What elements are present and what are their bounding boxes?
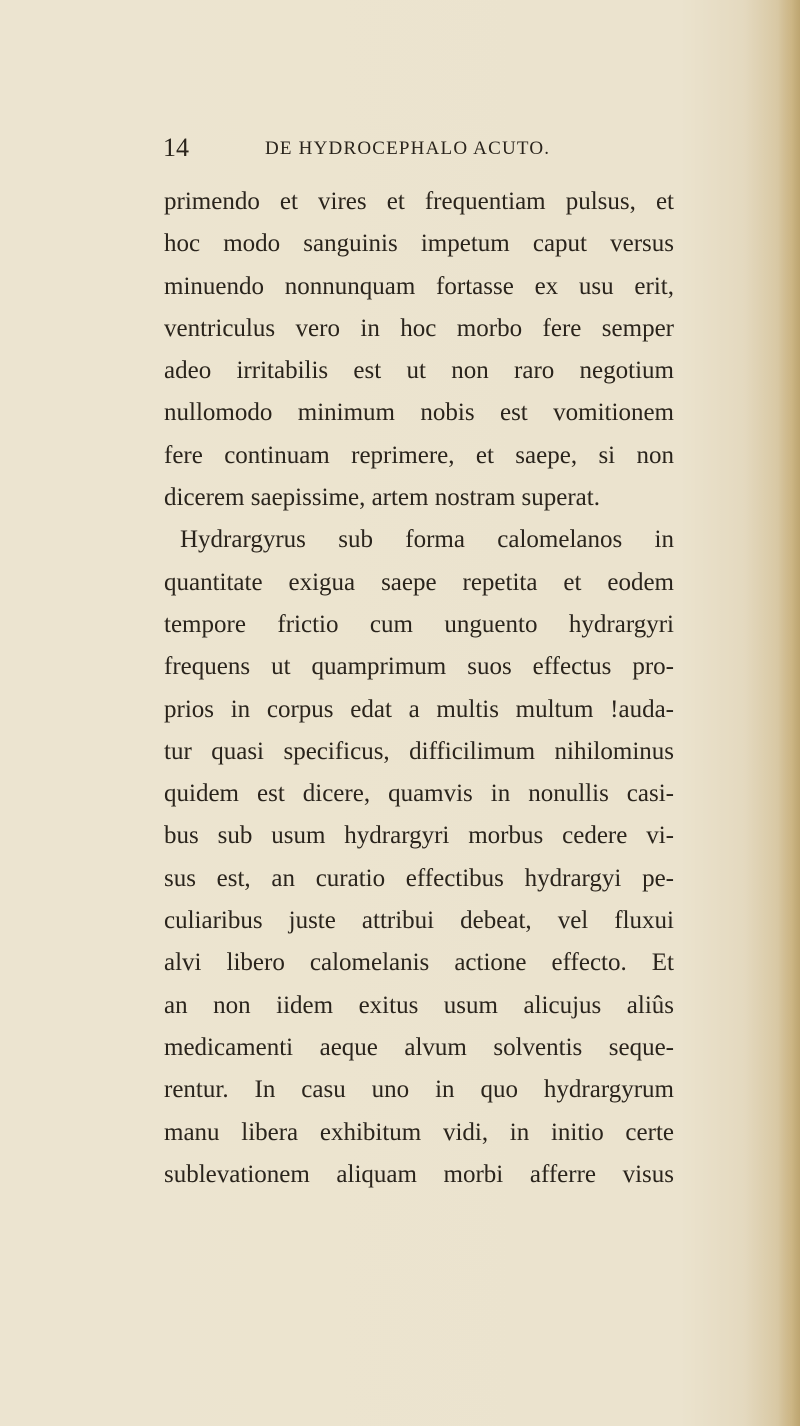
text-line: hoc modo sanguinis impetum caput versus bbox=[164, 230, 674, 258]
body-text bbox=[164, 181, 674, 1196]
text-line: alvi libero calomelanis actione effecto. Et bbox=[164, 949, 674, 977]
text-line: rentur. In casu uno in quo hydrargyrum bbox=[164, 1076, 674, 1104]
text-line: minuendo nonnunquam fortasse ex usu erit, bbox=[164, 272, 674, 300]
text-line-paragraph-start: Hydrargyrus sub forma calomelanos in bbox=[180, 526, 674, 554]
page-edge-shadow bbox=[778, 0, 800, 1426]
text-line: frequens ut quamprimum suos effectus pro- bbox=[164, 653, 674, 681]
text-line: an non iidem exitus usum alicujus aliûs bbox=[164, 991, 674, 1019]
text-line: bus sub usum hydrargyri morbus cedere vi- bbox=[164, 822, 674, 850]
text-line: primendo et vires et frequentiam pulsus, et bbox=[164, 188, 674, 215]
text-line: quantitate exigua saepe repetita et eodem bbox=[164, 568, 674, 596]
text-line: manu libera exhibitum vidi, in initio certe bbox=[164, 1118, 674, 1146]
text-line: ventriculus vero in hoc morbo fere semper bbox=[164, 314, 674, 342]
text-line: prios in corpus edat a multis multum !auda- bbox=[164, 695, 674, 723]
page-number: 14 bbox=[163, 133, 189, 162]
text-line: adeo irritabilis est ut non raro negotium bbox=[164, 357, 674, 385]
text-line: quidem est dicere, quamvis in nonullis casi- bbox=[164, 780, 674, 808]
text-line: tur quasi specificus, difficilimum nihilominus bbox=[164, 737, 674, 765]
text-line: sus est, an curatio effectibus hydrargyi pe- bbox=[164, 864, 674, 892]
text-line: fere continuam reprimere, et saepe, si non bbox=[164, 441, 674, 469]
text-line: sublevationem aliquam morbi afferre visus bbox=[164, 1160, 674, 1188]
page-header bbox=[163, 133, 663, 163]
running-head: DE HYDROCEPHALO ACUTO. bbox=[265, 138, 551, 159]
text-line: dicerem saepissime, artem nostram superat. bbox=[164, 484, 600, 512]
text-line: culiaribus juste attribui debeat, vel fluxui bbox=[164, 907, 674, 935]
text-line: tempore frictio cum unguento hydrargyri bbox=[164, 610, 674, 638]
text-line: nullomodo minimum nobis est vomitionem bbox=[164, 399, 674, 427]
text-line: medicamenti aeque alvum solventis seque- bbox=[164, 1033, 674, 1061]
